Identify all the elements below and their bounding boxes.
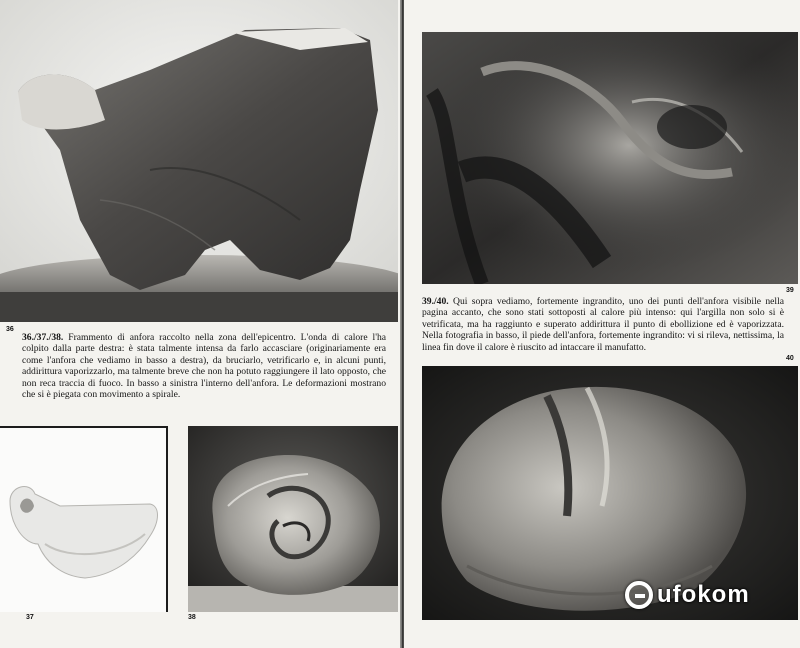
watermark-text: ufokom (657, 581, 750, 608)
figure-number-39: 39 (786, 287, 794, 294)
ufokom-logo-icon (625, 581, 653, 609)
photo-vitrified-detail-39 (422, 32, 798, 284)
figure-number-38: 38 (188, 614, 196, 621)
caption-figures-36-37-38 (22, 332, 386, 400)
figure-number-36: 36 (6, 326, 14, 333)
right-page (404, 0, 800, 648)
caption-figure-refs: 36./37./38. (22, 332, 64, 343)
caption-figure-refs: 39./40. (422, 296, 449, 307)
figure-number-40: 40 (786, 355, 794, 362)
caption-body: Frammento di anfora raccolto nella zona dell'epicentro. L'onda di calore l'ha colpito dalla parte destra: è stata talmente intensa da farlo accasciare (originariamente era come l'anfora che vediamo in basso a destra), da bruciarlo, vetrificarlo e, in alcuni punti, addirittura vaporizzarlo, ma talmente breve che non ha potuto raggiungere il lato opposto, che non reca traccia di fuoco. In basso a sinistra l'interno dell'anfora. Le deformazioni mostrano che si è piegata con movimento a spirale. (22, 332, 386, 401)
caption-figures-39-40 (422, 296, 784, 353)
photo-anfora-deformed-38 (188, 426, 398, 612)
photo-anfora-fragment-36 (0, 0, 398, 322)
figure-number-37: 37 (26, 614, 34, 621)
watermark (625, 578, 783, 612)
caption-body: Qui sopra vediamo, fortemente ingrandito, uno dei punti dell'anfora visibile nella pagina accanto, che sono stati sottoposti al calore più intenso: qui l'argilla non solo si è vetrificata, ma ha raggiunto e superato addirittura il punto di ebollizione ed è vaporizzata. Nella fotografia in basso, il piede dell'anfora, fortemente ingrandito: vi si rileva, nettissima, la linea fin dove il calore è riuscito ad intaccare il manufatto. (422, 296, 785, 353)
photo-anfora-interior-37 (0, 426, 168, 612)
